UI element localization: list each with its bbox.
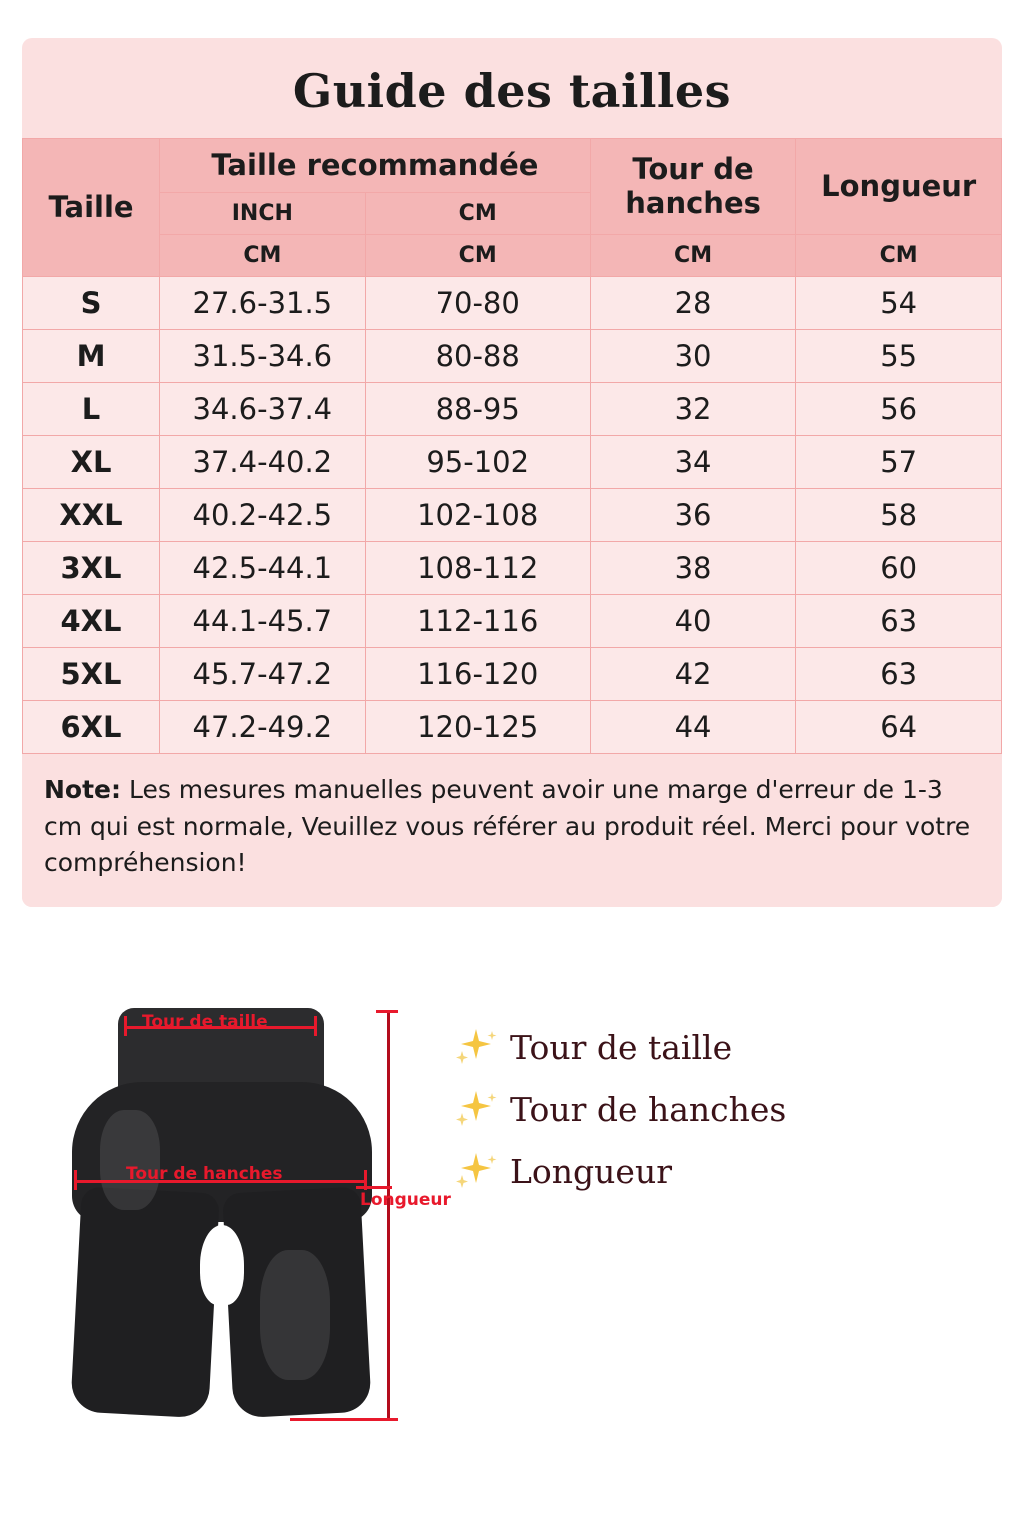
cell-cm: 120-125 bbox=[365, 701, 590, 754]
legend-item-hips bbox=[452, 1087, 972, 1131]
cell-length: 58 bbox=[796, 489, 1002, 542]
table-row bbox=[23, 595, 1002, 648]
table-row bbox=[23, 489, 1002, 542]
sparkle-icon bbox=[452, 1025, 502, 1069]
cell-inch: 44.1-45.7 bbox=[160, 595, 366, 648]
cell-length: 63 bbox=[796, 648, 1002, 701]
page-title: Guide des tailles bbox=[292, 64, 732, 118]
length-mid-connector bbox=[356, 1186, 392, 1189]
cell-inch: 47.2-49.2 bbox=[160, 701, 366, 754]
cell-cm: 80-88 bbox=[365, 330, 590, 383]
cell-length: 54 bbox=[796, 277, 1002, 330]
shorts-sheen-right bbox=[260, 1250, 330, 1380]
legend-label-length: Longueur bbox=[510, 1151, 672, 1191]
cell-length: 63 bbox=[796, 595, 1002, 648]
table-row bbox=[23, 277, 1002, 330]
illustration-section bbox=[0, 980, 1024, 1480]
cell-hips: 42 bbox=[590, 648, 796, 701]
header-unit-4: CM bbox=[796, 235, 1002, 277]
header-recommended-size: Taille recommandée bbox=[160, 139, 591, 193]
table-row bbox=[23, 436, 1002, 489]
legend-item-length bbox=[452, 1149, 972, 1193]
cell-size: L bbox=[23, 383, 160, 436]
size-table bbox=[22, 138, 1002, 754]
legend-label-waist: Tour de taille bbox=[510, 1027, 733, 1067]
cell-cm: 108-112 bbox=[365, 542, 590, 595]
cell-inch: 27.6-31.5 bbox=[160, 277, 366, 330]
cell-hips: 38 bbox=[590, 542, 796, 595]
cell-inch: 34.6-37.4 bbox=[160, 383, 366, 436]
header-hips: Tour de hanches bbox=[590, 139, 796, 235]
shorts-illustration bbox=[60, 990, 451, 1460]
note-text: Les mesures manuelles peuvent avoir une marge d'erreur de 1-3 cm qui est normale, Veuillez vous référer au produit réel. Merci pour votre compréhension! bbox=[44, 775, 971, 877]
cell-cm: 116-120 bbox=[365, 648, 590, 701]
cell-size: 3XL bbox=[23, 542, 160, 595]
hips-annotation-label: Tour de hanches bbox=[126, 1164, 283, 1184]
cell-cm: 112-116 bbox=[365, 595, 590, 648]
cell-size: XXL bbox=[23, 489, 160, 542]
waist-tick-right bbox=[314, 1016, 317, 1036]
size-guide-card bbox=[22, 38, 1002, 907]
header-length: Longueur bbox=[796, 139, 1002, 235]
legend-label-hips: Tour de hanches bbox=[510, 1089, 787, 1129]
header-cm: CM bbox=[365, 193, 590, 235]
cell-cm: 102-108 bbox=[365, 489, 590, 542]
cell-size: 6XL bbox=[23, 701, 160, 754]
cell-hips: 28 bbox=[590, 277, 796, 330]
table-body bbox=[23, 277, 1002, 754]
table-row bbox=[23, 542, 1002, 595]
cell-size: 5XL bbox=[23, 648, 160, 701]
cell-length: 64 bbox=[796, 701, 1002, 754]
cell-length: 57 bbox=[796, 436, 1002, 489]
cell-hips: 30 bbox=[590, 330, 796, 383]
length-annotation-label: Longueur bbox=[360, 1190, 451, 1210]
note-section bbox=[22, 754, 1002, 907]
waist-annotation-label: Tour de taille bbox=[142, 1012, 268, 1032]
cell-size: 4XL bbox=[23, 595, 160, 648]
header-unit-1: CM bbox=[160, 235, 366, 277]
table-header bbox=[23, 139, 1002, 277]
cell-length: 55 bbox=[796, 330, 1002, 383]
sparkle-icon bbox=[452, 1087, 502, 1131]
table-header-row-units bbox=[23, 235, 1002, 277]
cell-inch: 31.5-34.6 bbox=[160, 330, 366, 383]
table-row bbox=[23, 383, 1002, 436]
cell-hips: 44 bbox=[590, 701, 796, 754]
cell-size: XL bbox=[23, 436, 160, 489]
cell-hips: 32 bbox=[590, 383, 796, 436]
note-label: Note: bbox=[44, 775, 122, 805]
header-size: Taille bbox=[23, 139, 160, 277]
length-measure-line bbox=[387, 1010, 390, 1420]
cell-cm: 88-95 bbox=[365, 383, 590, 436]
shorts-crotch-gap bbox=[200, 1225, 244, 1305]
header-unit-3: CM bbox=[590, 235, 796, 277]
table-row bbox=[23, 330, 1002, 383]
cell-inch: 40.2-42.5 bbox=[160, 489, 366, 542]
cell-size: M bbox=[23, 330, 160, 383]
cell-length: 56 bbox=[796, 383, 1002, 436]
table-header-row-top bbox=[23, 139, 1002, 193]
waist-tick-left bbox=[124, 1016, 127, 1036]
cell-inch: 42.5-44.1 bbox=[160, 542, 366, 595]
header-inch: INCH bbox=[160, 193, 366, 235]
length-tick-top bbox=[376, 1010, 398, 1013]
shorts-sheen-left bbox=[100, 1110, 160, 1210]
cell-inch: 45.7-47.2 bbox=[160, 648, 366, 701]
cell-hips: 40 bbox=[590, 595, 796, 648]
measurement-legend bbox=[452, 1025, 972, 1211]
header-unit-2: CM bbox=[365, 235, 590, 277]
legend-item-waist bbox=[452, 1025, 972, 1069]
cell-length: 60 bbox=[796, 542, 1002, 595]
cell-cm: 70-80 bbox=[365, 277, 590, 330]
sparkle-icon bbox=[452, 1149, 502, 1193]
cell-hips: 36 bbox=[590, 489, 796, 542]
cell-inch: 37.4-40.2 bbox=[160, 436, 366, 489]
cell-size: S bbox=[23, 277, 160, 330]
length-bottom-connector bbox=[290, 1418, 390, 1421]
cell-cm: 95-102 bbox=[365, 436, 590, 489]
table-row bbox=[23, 648, 1002, 701]
hips-tick-left bbox=[74, 1170, 77, 1190]
table-row bbox=[23, 701, 1002, 754]
shorts-leg-left bbox=[70, 1187, 220, 1419]
cell-hips: 34 bbox=[590, 436, 796, 489]
